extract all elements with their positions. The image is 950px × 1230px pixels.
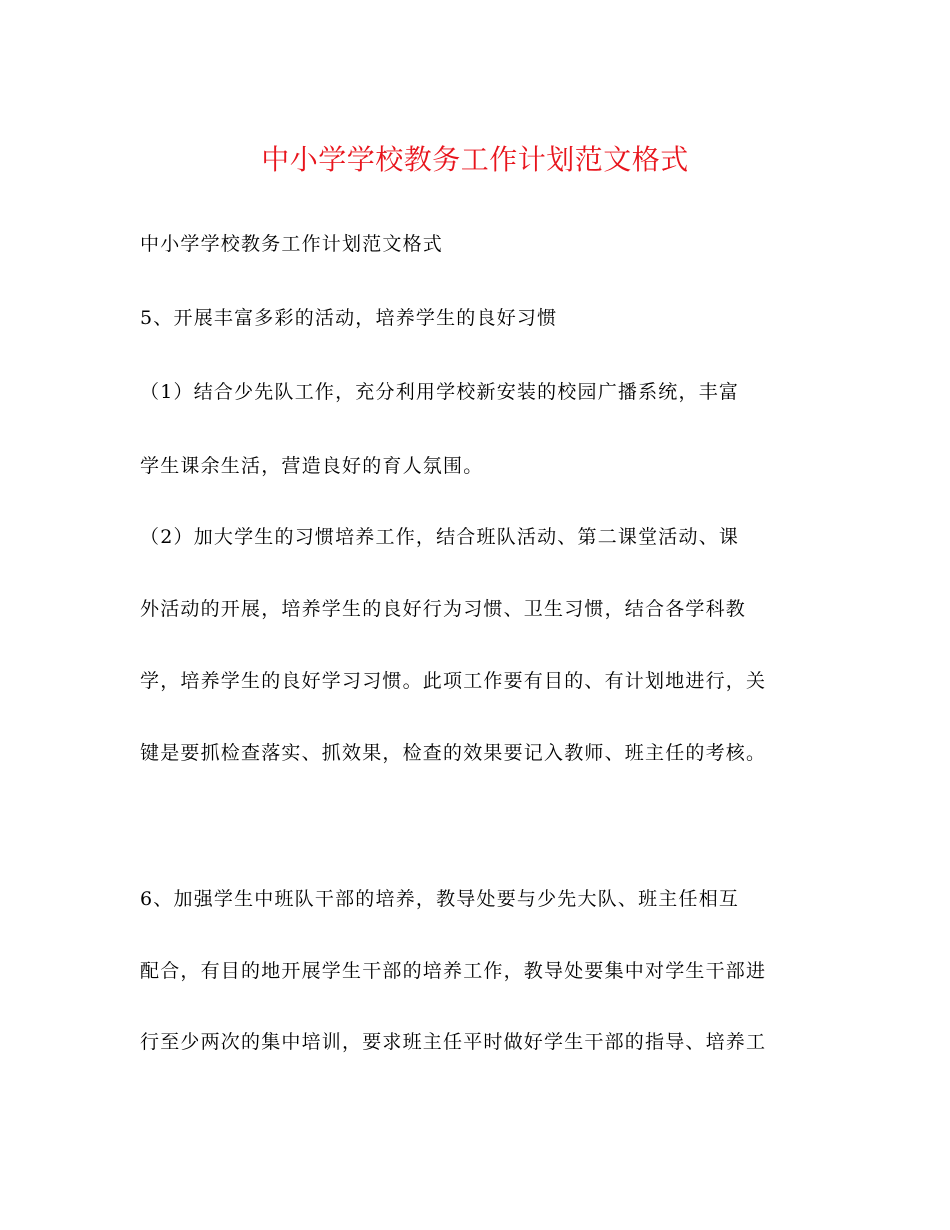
paragraph-line: 配合，有目的地开展学生干部的培养工作，教导处要集中对学生干部进 [140,960,767,982]
paragraph-line: 学生课余生活，营造良好的育人氛围。 [140,455,484,477]
paragraph-line: 学，培养学生的良好学习习惯。此项工作要有目的、有计划地进行，关 [140,670,767,692]
paragraph-5-heading: 5、开展丰富多彩的活动，培养学生的良好习惯 [140,307,558,329]
document-title: 中小学学校教务工作计划范文格式 [261,143,689,176]
paragraph-line: 键是要抓检查落实、抓效果，检查的效果要记入教师、班主任的考核。 [140,742,767,764]
document-subtitle: 中小学学校教务工作计划范文格式 [140,233,444,255]
paragraph-line: （2）加大学生的习惯培养工作，结合班队活动、第二课堂活动、课 [140,526,740,548]
paragraph-line: 外活动的开展，培养学生的良好行为习惯、卫生习惯，结合各学科教 [140,598,747,620]
paragraph-line: （1）结合少先队工作，充分利用学校新安装的校园广播系统，丰富 [140,381,740,403]
paragraph-6-heading: 6、加强学生中班队干部的培养，教导处要与少先大队、班主任相互 [140,888,740,910]
paragraph-line: 行至少两次的集中培训，要求班主任平时做好学生干部的指导、培养工 [140,1031,767,1053]
